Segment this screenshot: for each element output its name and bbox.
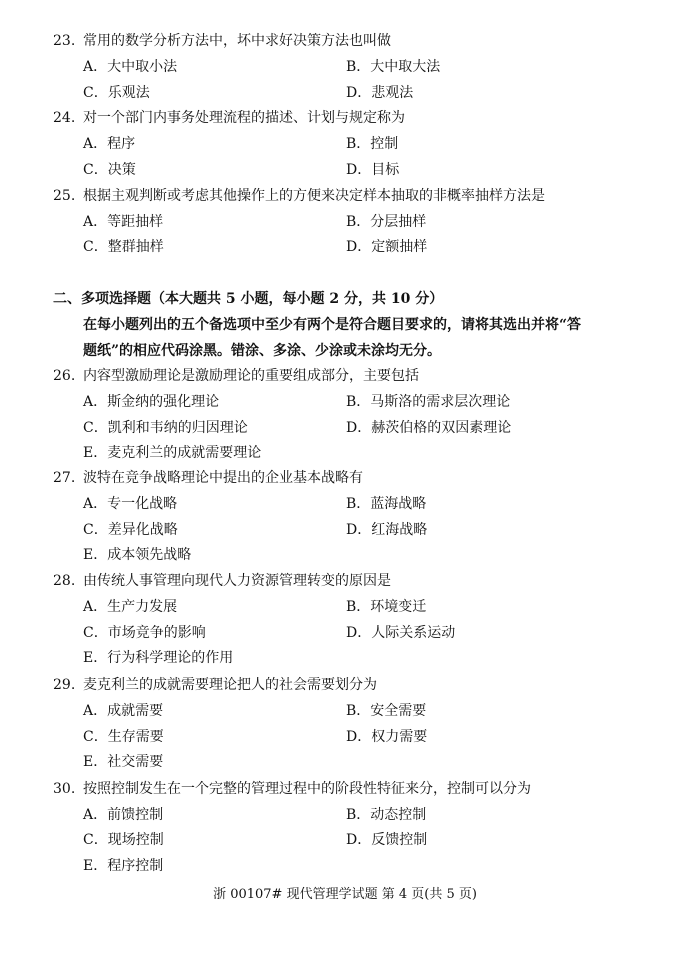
question-number: 28.	[53, 573, 76, 589]
option-b: B．分层抽样	[346, 214, 427, 230]
question-number: 26.	[53, 368, 76, 384]
option-c: C．乐观法	[83, 85, 150, 101]
option-b: B．大中取大法	[346, 59, 441, 75]
option-c: C．凯利和韦纳的归因理论	[83, 420, 248, 436]
question-stem: 常用的数学分析方法中，坏中求好决策方法也叫做	[83, 33, 391, 49]
option-d: D．定额抽样	[346, 239, 428, 255]
question-number: 25.	[53, 188, 76, 204]
option-d: D．赫茨伯格的双因素理论	[346, 420, 512, 436]
question-number: 27.	[53, 470, 76, 486]
question-number: 29.	[53, 677, 76, 693]
option-a: A．生产力发展	[83, 599, 178, 615]
page-footer: 浙 00107# 现代管理学试题 第 4 页(共 5 页)	[213, 887, 477, 902]
option-b: B．安全需要	[346, 703, 427, 719]
option-c: C．市场竞争的影响	[83, 625, 206, 641]
question-stem: 内容型激励理论是激励理论的重要组成部分，主要包括	[83, 368, 419, 384]
section-title: 二、多项选择题（本大题共 5 小题，每小题 2 分，共 10 分）	[53, 291, 444, 307]
option-a: A．大中取小法	[83, 59, 178, 75]
option-b: B．控制	[346, 136, 399, 152]
option-d: D．红海战略	[346, 522, 428, 538]
option-b: B．动态控制	[346, 807, 427, 823]
question-number: 30.	[53, 781, 76, 797]
option-c: C．整群抽样	[83, 239, 164, 255]
section-instructions: 在每小题列出的五个备选项中至少有两个是符合题目要求的，请将其选出并将“答	[83, 317, 582, 333]
question-stem: 波特在竞争战略理论中提出的企业基本战略有	[83, 470, 363, 486]
question-stem: 根据主观判断或考虑其他操作上的方便来决定样本抽取的非概率抽样方法是	[83, 188, 545, 204]
option-b: B．蓝海战略	[346, 496, 427, 512]
option-c: C．决策	[83, 162, 136, 178]
option-a: A．程序	[83, 136, 136, 152]
option-e: E．成本领先战略	[83, 547, 192, 563]
option-d: D．人际关系运动	[346, 625, 456, 641]
option-e: E．程序控制	[83, 858, 164, 874]
option-d: D．目标	[346, 162, 400, 178]
question-number: 24.	[53, 110, 76, 126]
option-d: D．悲观法	[346, 85, 414, 101]
option-e: E．麦克利兰的成就需要理论	[83, 445, 262, 461]
option-a: A．斯金纳的强化理论	[83, 394, 220, 410]
option-c: C．现场控制	[83, 832, 164, 848]
option-e: E．社交需要	[83, 754, 164, 770]
question-stem: 按照控制发生在一个完整的管理过程中的阶段性特征来分，控制可以分为	[83, 781, 531, 797]
option-b: B．环境变迁	[346, 599, 427, 615]
option-b: B．马斯洛的需求层次理论	[346, 394, 511, 410]
option-a: A．成就需要	[83, 703, 164, 719]
option-a: A．前馈控制	[83, 807, 164, 823]
question-number: 23.	[53, 33, 76, 49]
question-stem: 由传统人事管理向现代人力资源管理转变的原因是	[83, 573, 391, 589]
question-stem: 对一个部门内事务处理流程的描述、计划与规定称为	[83, 110, 405, 126]
option-c: C．差异化战略	[83, 522, 178, 538]
option-d: D．反馈控制	[346, 832, 428, 848]
section-instructions: 题纸”的相应代码涂黑。错涂、多涂、少涂或未涂均无分。	[83, 343, 442, 359]
question-stem: 麦克利兰的成就需要理论把人的社会需要划分为	[83, 677, 377, 693]
option-c: C．生存需要	[83, 729, 164, 745]
option-a: A．等距抽样	[83, 214, 164, 230]
option-a: A．专一化战略	[83, 496, 178, 512]
option-e: E．行为科学理论的作用	[83, 650, 234, 666]
option-d: D．权力需要	[346, 729, 428, 745]
